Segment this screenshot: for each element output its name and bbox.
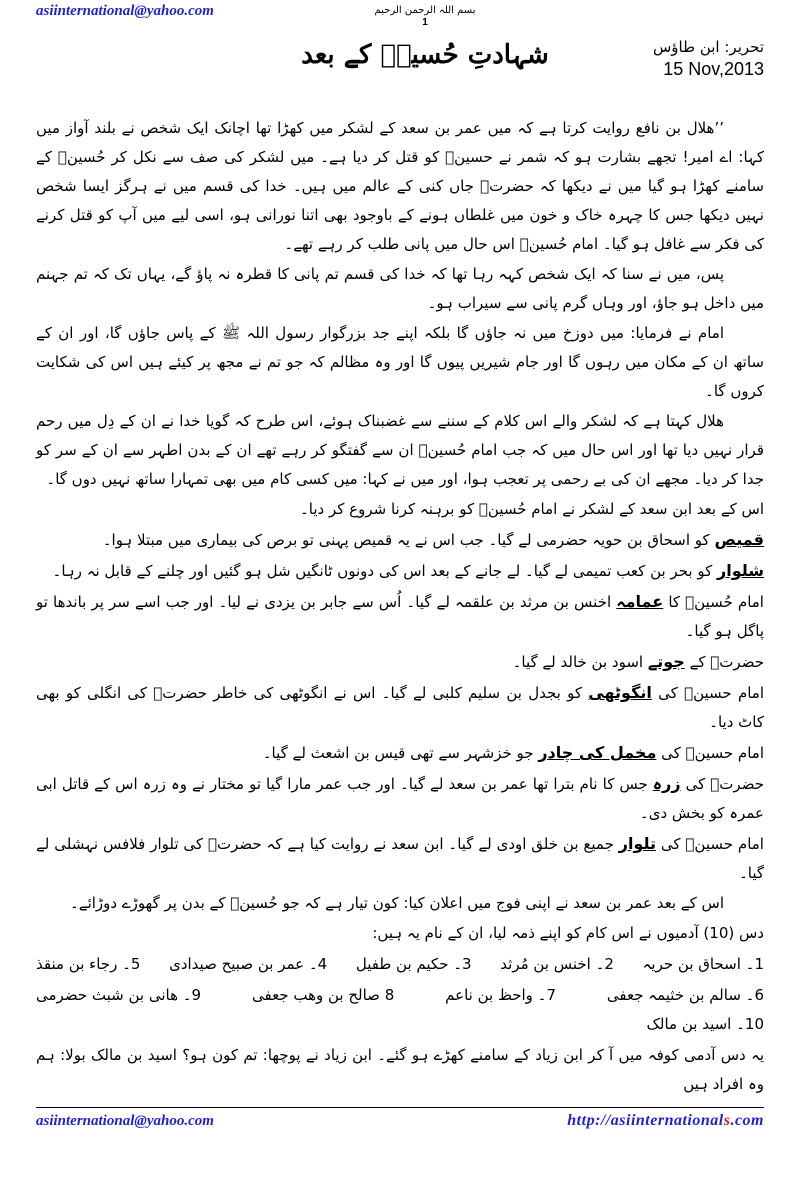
item-zirah [36, 769, 764, 828]
name-item: 9۔ ھانی بن شبث حضرمی [36, 986, 202, 1004]
item-keyword: انگوٹھی [588, 683, 652, 702]
paragraph-5: اس کے بعد ابن سعد کے لشکر نے امام حُسینؑ کو برہنہ کرنا شروع کر دیا۔ [300, 500, 764, 518]
name-item: 2۔ اخنس بن مُرثد [500, 955, 614, 973]
name-item: 6۔ سالم بن خثیمہ جعفی [606, 986, 764, 1004]
names-row-1 [36, 950, 764, 979]
name-item: 4۔ عمر بن صبیح صیدادی [169, 955, 328, 973]
paragraph-3: امام نے فرمایا: میں دوزخ میں نہ جاؤں گا بلکہ اپنے جد بزرگوار رسول اللہ ﷺ کے پاس جاؤں گا، اور ان کے ساتھ ان کے مکان میں رہوں گا اور جام شیریں پیوں گا اور وہ مظالم کہ جو تم نے مجھ پر کیئے ہیں اس کی شکایت کروں گا۔ [36, 324, 764, 400]
item-prefix: امام حسینؑ کی [661, 744, 764, 762]
item-keyword: شلوار [717, 561, 764, 580]
item-keyword: مخمل کی چادر [538, 743, 657, 762]
item-prefix: حضرتؑ کی [685, 775, 764, 793]
item-chadar [36, 738, 764, 768]
item-prefix: امام حسینؑ کی [660, 835, 764, 853]
item-text: اسود بن خالد لے گیا۔ [512, 653, 644, 671]
date-line: 15 Nov,2013 [663, 59, 764, 79]
item-prefix: امام حسینؑ کی [658, 684, 764, 702]
paragraph-1: ’’ھلال بن نافع روایت کرتا ہے کہ میں عمر بن سعد کے لشکر میں کھڑا تھا اچانک ایک شخص نے بلند آواز میں کہا: اے امیر! تجھے بشارت ہو کہ شمر نے حسینؑ کو قتل کر دیا ہے۔ میں لشکر کی صف سے نکل کر حُسینؑ کے سامنے کھڑا ہو گیا میں نے دیکھا کہ حضرتؑ جاں کنی کے عالم میں ہیں۔ خدا کی قسم میں نے ہرگز ایسا شخص نہیں دیکھا جس کا چہرہ خاک و خون میں غلطاں ہونے کے باوجود بھی اتنا نورانی ہو، اسی لیے میں آپ کو قتل کرنے کی فکر سے غافل ہو گیا۔ امام حُسینؑ اس حال میں پانی طلب کر رہے تھے۔ [36, 119, 764, 253]
url-suffix: .com [730, 1112, 764, 1129]
footer-email[interactable]: asiinternational@yahoo.com [36, 1113, 214, 1129]
item-talwar [36, 829, 764, 888]
paragraph-4: ھلال کہتا ہے کہ لشکر والے اس کلام کے سننے سے غضبناک ہوئے، اس طرح کہ گویا خدا نے ان کے دِل میں رحم قرار نہیں دیا تھا اور اس حال میں کہ جب امام حُسینؑ ان سے گفتگو کر رہے تھے ان کے بدن اطہر سے ان کے سر کو جدا کر دیا۔ مجھے ان کی بے رحمی پر تعجب ہوا، اور میں نے کہا: میں کسی کام میں بھی تمہارا ساتھ نہیں دوں گا۔ [36, 412, 764, 488]
item-angoothi [36, 678, 764, 737]
item-text: کو اسحاق بن حویہ حضرمی لے گیا۔ جب اس نے یہ قمیص پہنی تو برص کی بیماری میں مبتلا ہوا۔ [102, 531, 710, 549]
item-keyword: زرہ [652, 774, 681, 793]
item-text: اخنس بن مرثد بن علقمہ لے گیا۔ اُس سے جابر بن یزدی نے لیا۔ اور جب اسے سر پر باندھا تو پاگل ہو گیا۔ [36, 593, 764, 640]
author-line: تحریر: ابن طاؤس [653, 38, 764, 56]
item-keyword: قمیص [714, 530, 764, 549]
item-text: جس کا نام بترا تھا عمر بن سعد لے گیا۔ اور جب عمر مارا گیا تو مختار نے وہ زرہ اس کے قاتل ابی عمرہ کو بخش دی۔ [36, 775, 764, 822]
item-amama [36, 587, 764, 646]
paragraph-6: اس کے بعد عمر بن سعد نے اپنی فوج میں اعلان کیا: کون تیار ہے کہ جو حُسینؑ کے بدن پر گھوڑے دوڑائے۔ [70, 894, 724, 912]
item-text: کو بحر بن کعب تمیمی لے گیا۔ لے جانے کے بعد اس کی دونوں ٹانگیں شل ہو گئیں اور چلنے کے قابل نہ رہا۔ [52, 562, 713, 580]
footer-url[interactable] [567, 1111, 764, 1131]
page-title: شہادتِ حُسینؑ کے بعد [301, 40, 549, 70]
url-prefix: http://asiinternational [567, 1112, 724, 1129]
page-header [36, 2, 764, 114]
item-text: جمیع بن خلق اودی لے گیا۔ ابن سعد نے روایت کیا ہے کہ حضرتؑ کی تلوار فلافس نہشلی لے گیا۔ [36, 835, 764, 882]
item-shalwar [36, 556, 764, 586]
item-keyword: عمامہ [616, 592, 664, 611]
name-item: 3۔ حکیم بن طفیل [355, 955, 472, 973]
name-item: 7۔ واحظ بن ناعم [445, 986, 556, 1004]
header-email[interactable]: asiinternational@yahoo.com [36, 3, 214, 19]
names-row-2 [36, 981, 764, 1039]
item-jootay [36, 647, 764, 677]
document-body [36, 114, 764, 1099]
name-item: 8 صالح بن وھب جعفی [251, 986, 395, 1004]
name-item: 1۔ اسحاق بن حریہ [642, 955, 764, 973]
paragraph-7: دس (10) آدمیوں نے اس کام کو اپنے ذمہ لیا، ان کے نام یہ ہیں: [372, 924, 764, 942]
url-accent: s [723, 1112, 731, 1129]
bismillah: بسم اللہ الرحمن الرحیم [374, 5, 476, 16]
name-item: 10۔ اسید بن مالک [646, 1015, 764, 1033]
page-footer [36, 1107, 764, 1131]
item-keyword: جوتے [647, 652, 685, 671]
header-right [594, 2, 764, 80]
paragraph-2: پس، میں نے سنا کہ ایک شخص کہہ رہا تھا کہ خدا کی قسم تم پانی کا قطرہ نہ پاؤ گے، یہاں تک کہ تم جہنم میں داخل ہو جاؤ، اور وہاں گرم پانی سے سیراب ہو۔ [36, 265, 764, 312]
item-text: کو بجدل بن سلیم کلبی لے گیا۔ اس نے انگوٹھی کی خاطر حضرتؑ کی انگلی کو بھی کاٹ دیا۔ [36, 684, 764, 731]
page-number: 1 [422, 17, 428, 28]
item-text: جو خزشہر سے تھی قیس بن اشعث لے گیا۔ [262, 744, 534, 762]
item-prefix: حضرتؑ کے [689, 653, 764, 671]
header-center [256, 2, 594, 75]
header-left [36, 2, 256, 20]
name-item: 5۔ رجاء بن منقذ [36, 955, 141, 973]
item-keyword: تلوار [618, 834, 657, 853]
item-qamees [36, 525, 764, 555]
paragraph-8: یہ دس آدمی کوفہ میں آ کر ابن زیاد کے سامنے کھڑے ہو گئے۔ ابن زیاد نے پوچھا: تم کون ہو؟ اسید بن مالک بولا: ہم وہ افراد ہیں [36, 1046, 764, 1093]
item-prefix: امام حُسینؑ کا [668, 593, 764, 611]
